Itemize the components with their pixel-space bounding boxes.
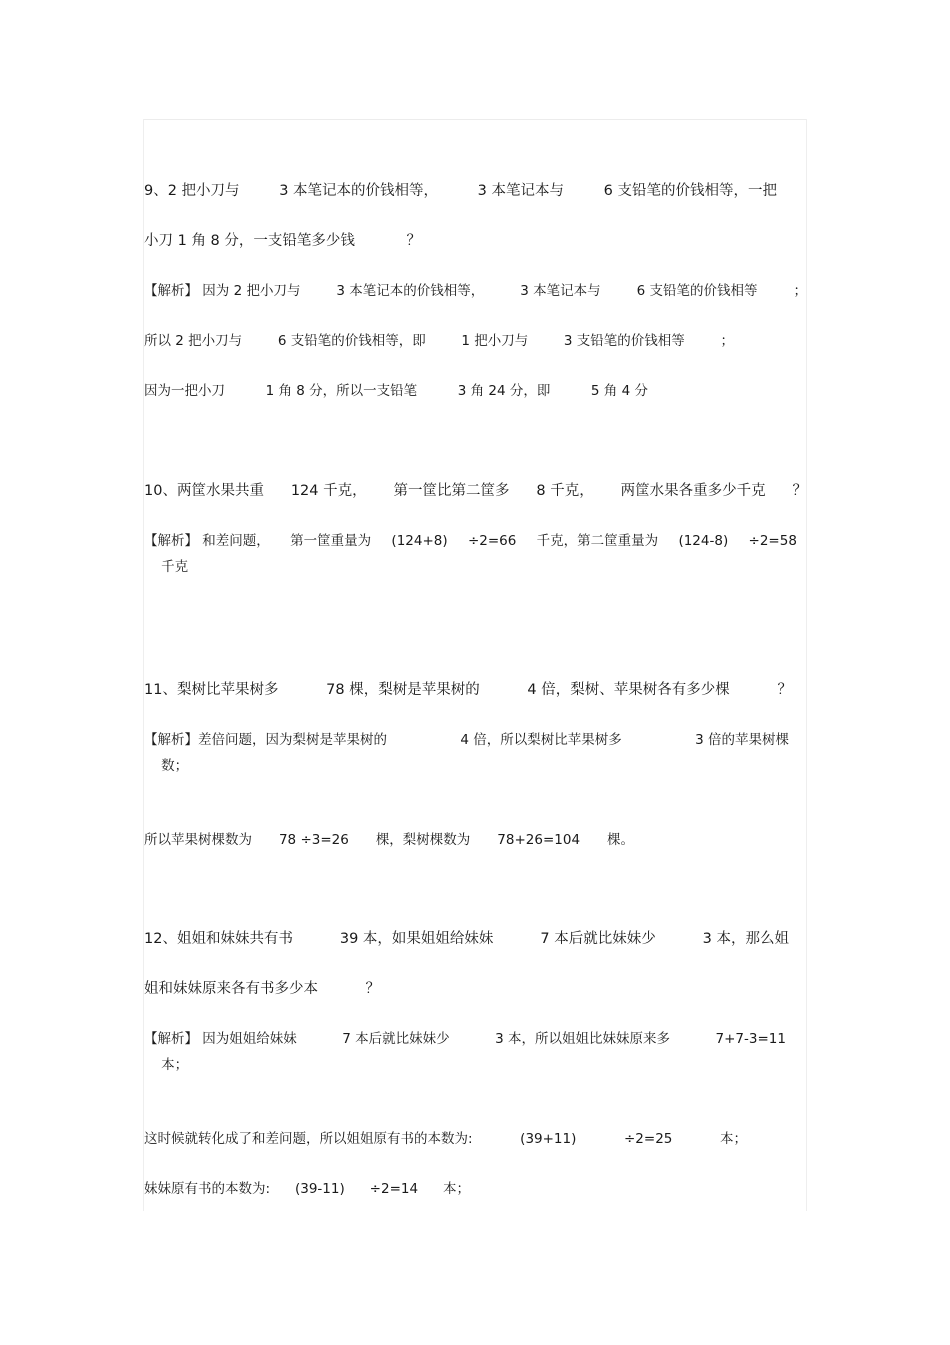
text-segment: (124-8): [678, 533, 729, 549]
text-segment: 3 角 24 分，即: [457, 383, 551, 399]
q9-analysis-line-1: [144, 231, 809, 299]
text-segment: 第一筐重量为: [290, 533, 372, 549]
text-segment: 第一筐比第二筐多: [393, 483, 510, 499]
text-segment: 本；: [719, 1131, 747, 1147]
text-segment: 1 角 8 分，所以一支铅笔: [265, 383, 418, 399]
text-segment: 7 本后就比妹妹少: [342, 1031, 450, 1047]
text-segment: 8 千克，: [536, 483, 594, 499]
text-segment: 39 本，如果姐姐给妹妹: [339, 931, 494, 947]
text-segment: 妹妹原有书的本数为:: [144, 1181, 271, 1197]
text-segment: 【解析】差倍问题，因为梨树是苹果树的: [144, 732, 387, 748]
text-segment: 9、2 把小刀与: [144, 183, 240, 199]
text-segment: 两筐水果各重多少千克: [620, 483, 766, 499]
q11-analysis-line-2: [144, 730, 809, 774]
text-segment: 千克，第二筐重量为: [536, 533, 659, 549]
text-segment: 棵。: [607, 832, 634, 848]
q10-question-line-1: [144, 431, 809, 499]
text-segment: ？: [777, 682, 792, 698]
q12-question-line-1: [144, 879, 809, 947]
text-segment: (39+11): [520, 1131, 577, 1147]
text-segment: 数；: [161, 758, 189, 774]
text-segment: 3 本，那么姐: [702, 931, 789, 947]
text-segment: 这时候就转化成了和差问题，所以姐姐原有书的本数为:: [144, 1131, 473, 1147]
text-segment: 12、姐姐和妹妹共有书: [144, 931, 293, 947]
text-segment: ；: [793, 283, 807, 299]
text-segment: ÷2=14: [369, 1181, 419, 1197]
text-segment: 6 支铅笔的价钱相等: [636, 283, 758, 299]
text-segment: ÷2=66: [467, 533, 517, 549]
q11-question-line-1: [144, 630, 809, 698]
text-segment: 4 倍，梨树、苹果树各有多少棵: [527, 682, 730, 698]
q12-analysis-line-2: [144, 1029, 809, 1073]
text-segment: 【解析】 和差问题，: [144, 533, 270, 549]
q12-analysis-line-3: [144, 1079, 809, 1147]
text-segment: ÷2=25: [623, 1131, 673, 1147]
text-segment: 3 倍的苹果树棵: [695, 732, 789, 748]
text-segment: 5 角 4 分: [590, 383, 648, 399]
text-segment: 所以苹果树棵数为: [144, 832, 252, 848]
text-segment: 4 倍，所以梨树比苹果树多: [460, 732, 622, 748]
q9-analysis-line-2: [144, 281, 809, 349]
text-segment: 78 ÷3=26: [278, 832, 349, 848]
text-segment: 6 支铅笔的价钱相等，一把: [603, 183, 777, 199]
text-segment: 因为一把小刀: [144, 383, 225, 399]
text-segment: 3 本笔记本与: [520, 283, 601, 299]
text-segment: (124+8): [391, 533, 448, 549]
text-segment: 所以 2 把小刀与: [144, 333, 243, 349]
q12-analysis-line-4: [144, 1129, 809, 1197]
text-segment: 本；: [442, 1181, 470, 1197]
text-segment: 小刀 1 角 8 分，一支铅笔多少钱: [144, 233, 355, 249]
text-segment: 3 本笔记本的价钱相等，: [336, 283, 485, 299]
text-segment: 千克: [161, 559, 189, 575]
text-segment: 10、两筐水果共重: [144, 483, 264, 499]
text-segment: 124 千克，: [290, 483, 367, 499]
text-segment: ？: [365, 981, 380, 997]
text-segment: 【解析】 因为姐姐给妹妹: [144, 1031, 297, 1047]
q10-analysis-line-2: [144, 531, 809, 575]
text-segment: 棵，梨树棵数为: [375, 832, 471, 848]
text-segment: 7+7-3=11: [715, 1031, 786, 1047]
text-segment: (39-11): [294, 1181, 345, 1197]
text-segment: 3 支铅笔的价钱相等: [563, 333, 685, 349]
page-border-top: [143, 119, 807, 120]
q11-analysis-line-3: [144, 780, 809, 848]
q9-question-line-2: [144, 181, 809, 249]
q12-analysis-line-1: [144, 979, 809, 1047]
text-segment: 本；: [161, 1057, 189, 1073]
q11-analysis-line-1: [144, 680, 809, 748]
text-segment: 3 本，所以姐姐比妹妹原来多: [495, 1031, 671, 1047]
text-segment: ？: [406, 233, 421, 249]
text-segment: ÷2=58: [748, 533, 797, 549]
q9-analysis-line-3: [144, 331, 809, 399]
text-segment: 3 本笔记本与: [477, 183, 564, 199]
text-segment: 3 本笔记本的价钱相等，: [279, 183, 439, 199]
text-segment: ？: [792, 483, 807, 499]
text-segment: 78 棵，梨树是苹果树的: [326, 682, 480, 698]
text-segment: 姐和妹妹原来各有书多少本: [144, 981, 318, 997]
text-segment: 7 本后就比妹妹少: [540, 931, 656, 947]
q10-analysis-line-1: [144, 481, 809, 549]
q9-question-line-1: [144, 131, 809, 199]
text-segment: 1 把小刀与: [461, 333, 529, 349]
text-segment: ；: [720, 333, 734, 349]
text-segment: 6 支铅笔的价钱相等，即: [277, 333, 426, 349]
text-segment: 78+26=104: [497, 832, 581, 848]
q12-question-line-2: [144, 929, 809, 997]
text-segment: 【解析】 因为 2 把小刀与: [144, 283, 301, 299]
text-segment: 11、梨树比苹果树多: [144, 682, 279, 698]
